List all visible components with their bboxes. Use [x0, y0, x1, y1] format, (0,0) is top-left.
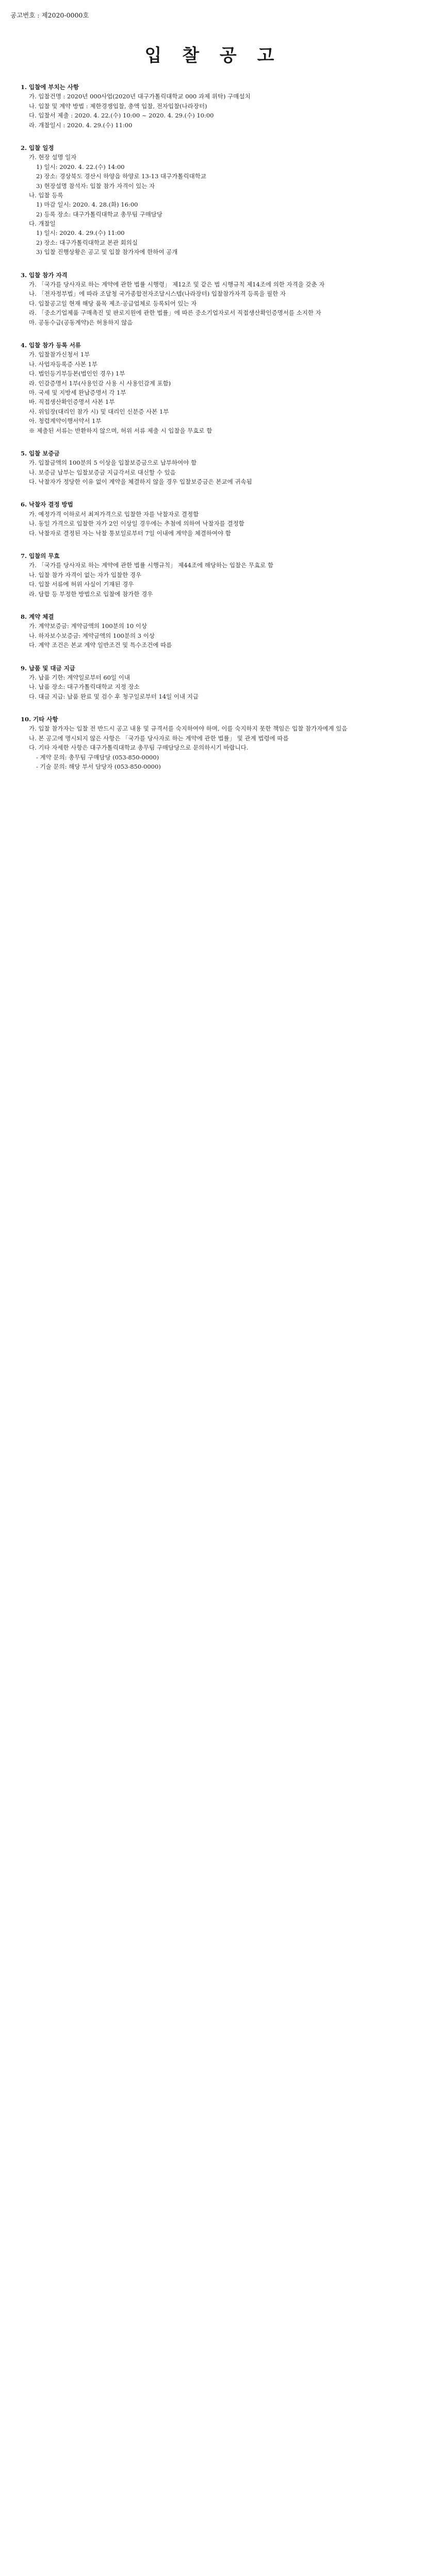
- section: [21, 715, 411, 771]
- section-heading: 6. 낙찰자 결정 방법: [21, 501, 73, 509]
- section: [21, 449, 411, 487]
- section-line: 1) 일시: 2020. 4. 29.(수) 11:00: [36, 229, 125, 237]
- section-line: 나. 납품 장소: 대구가톨릭대학교 지정 장소: [29, 683, 140, 691]
- section-line: 나. 보증금 납부는 입찰보증금 지급각서로 대신할 수 있음: [29, 468, 176, 476]
- section-line: 가. 현장 설명 일자: [29, 154, 77, 161]
- section-line: 가. 계약보증금: 계약금액의 100분의 10 이상: [29, 622, 148, 630]
- section-line: 가. 입찰건명 : 2020년 000사업(2020년 대구가톨릭대학교 000 과제 위탁) 구매설치: [29, 93, 251, 100]
- section-line: 가. 「국가를 당사자로 하는 계약에 관한 법률 시행규칙」 제44조에 해당하는 입찰은 무효로 함: [29, 562, 273, 569]
- section-heading: 9. 납품 및 대금 지급: [21, 664, 75, 672]
- section-heading: 3. 입찰 참가 자격: [21, 271, 68, 279]
- section-line: 라. 인감증명서 1부(사용인감 사용 시 사용인감계 포함): [29, 379, 171, 387]
- section-line: 다. 계약 조건은 본교 계약 일반조건 및 특수조건에 따름: [29, 641, 172, 649]
- section-line: 나. 입찰 등록: [29, 191, 63, 199]
- section-line: - 기술 문의: 해당 부서 담당자 (053-850-0000): [36, 763, 161, 771]
- section: [21, 270, 411, 327]
- notice-number: 공고번호 : 제2020-0000호: [10, 11, 89, 19]
- section-line: 사. 위임장(대리인 참가 시) 및 대리인 신분증 사본 1부: [29, 408, 169, 415]
- section-line: 나. 입찰 참가 자격이 없는 자가 입찰한 경우: [29, 571, 142, 579]
- section-line: 가. 「국가를 당사자로 하는 계약에 관한 법률 시행령」 제12조 및 같은 법 시행규칙 제14조에 의한 자격을 갖춘 자: [29, 281, 325, 289]
- section-line: 다. 입찰 서류에 허위 사실이 기재된 경우: [29, 581, 134, 588]
- section-line: 다. 입찰서 제출 : 2020. 4. 22.(수) 10:00 ~ 2020. 4. 29.(수) 10:00: [29, 112, 214, 120]
- section-line: 1) 마감 일시: 2020. 4. 28.(화) 16:00: [36, 201, 138, 209]
- section-line: 라. 「중소기업제품 구매촉진 및 판로지원에 관한 법률」에 따른 중소기업자로서 직접생산확인증명서를 소지한 자: [29, 309, 321, 317]
- section-line: 마. 국세 및 지방세 완납증명서 각 1부: [29, 388, 126, 396]
- section-line: 가. 입찰금액의 100분의 5 이상을 입찰보증금으로 납부하여야 함: [29, 459, 197, 467]
- section-line: 다. 입찰공고일 현재 해당 품목 제조·공급업체로 등록되어 있는 자: [29, 299, 197, 307]
- section-line: - 계약 문의: 총무팀 구매담당 (053-850-0000): [36, 753, 159, 761]
- section-line: 가. 입찰참가신청서 1부: [29, 351, 90, 359]
- section-line: 라. 담합 등 부정한 방법으로 입찰에 참가한 경우: [29, 590, 153, 598]
- section-line: 다. 낙찰자가 정당한 이유 없이 계약을 체결하지 않을 경우 입찰보증금은 본교에 귀속됨: [29, 478, 252, 486]
- section-heading: 4. 입찰 참가 등록 서류: [21, 341, 81, 349]
- section-line: 나. 동일 가격으로 입찰한 자가 2인 이상일 경우에는 추첨에 의하여 낙찰자를 결정함: [29, 520, 244, 528]
- section-line: 1) 일시: 2020. 4. 22.(수) 14:00: [36, 163, 125, 171]
- section-line: 다. 낙찰자로 결정된 자는 낙찰 통보일로부터 7일 이내에 계약을 체결하여야 함: [29, 529, 231, 537]
- section-line: 2) 장소: 대구가톨릭대학교 본관 회의실: [36, 239, 138, 246]
- section-line: 3) 현장설명 참석자: 입찰 참가 자격이 있는 자: [36, 182, 155, 190]
- document-title: 입 찰 공 고: [144, 45, 282, 66]
- section-line: ※ 제출된 서류는 반환하지 않으며, 허위 서류 제출 시 입찰을 무효로 함: [29, 427, 212, 434]
- section-line: 가. 입찰 참가자는 입찰 전 반드시 공고 내용 및 규격서를 숙지하여야 하며, 이를 숙지하지 못한 책임은 입찰 참가자에게 있음: [29, 725, 348, 733]
- section-heading: 1. 입찰에 부치는 사항: [21, 83, 79, 91]
- section-line: 나. 하자보수보증금: 계약금액의 100분의 3 이상: [29, 632, 155, 639]
- section-line: 나. 입찰 및 계약 방법 : 제한경쟁입찰, 총액 입찰, 전자입찰(나라장터): [29, 102, 207, 110]
- section-line: 다. 대금 지급: 납품 완료 및 검수 후 청구일로부터 14일 이내 지급: [29, 692, 199, 700]
- section-line: 2) 등록 장소: 대구가톨릭대학교 총무팀 구매담당: [36, 210, 163, 218]
- section: [21, 551, 411, 599]
- section: [21, 612, 411, 650]
- section-heading: 10. 기타 사항: [21, 716, 58, 723]
- section-line: 2) 장소: 경상북도 경산시 하양읍 하양로 13-13 대구가톨릭대학교: [36, 173, 206, 180]
- section-line: 아. 청렴계약이행서약서 1부: [29, 417, 102, 425]
- section: [21, 341, 411, 435]
- section-heading: 5. 입찰 보증금: [21, 449, 60, 457]
- section-line: 나. 「전자정부법」에 따라 조달청 국가종합전자조달시스템(나라장터) 입찰참가자격 등록을 필한 자: [29, 290, 286, 298]
- document-body: [21, 82, 411, 771]
- section-line: 라. 개찰일시 : 2020. 4. 29.(수) 11:00: [29, 121, 133, 129]
- section-line: 다. 기타 자세한 사항은 대구가톨릭대학교 총무팀 구매담당으로 문의하시기 바랍니다.: [29, 744, 249, 752]
- section: [21, 500, 411, 538]
- section-line: 나. 본 공고에 명시되지 않은 사항은 「국가를 당사자로 하는 계약에 관한 법률」 및 관계 법령에 따름: [29, 734, 289, 742]
- section-line: 마. 공동수급(공동계약)은 허용하지 않음: [29, 318, 133, 326]
- section-line: 다. 법인등기부등본(법인인 경우) 1부: [29, 370, 125, 378]
- section-heading: 7. 입찰의 무효: [21, 552, 60, 560]
- section-line: 바. 직접생산확인증명서 사본 1부: [29, 398, 115, 406]
- section-line: 다. 개찰일: [29, 220, 56, 228]
- section-heading: 8. 계약 체결: [21, 613, 54, 620]
- section-line: 3) 입찰 진행상황은 공고 및 입찰 참가자에 한하여 공개: [36, 248, 178, 256]
- section: [21, 664, 411, 702]
- section-line: 가. 납품 기한: 계약일로부터 60일 이내: [29, 673, 130, 681]
- section-heading: 2. 입찰 일정: [21, 144, 54, 151]
- section-line: 나. 사업자등록증 사본 1부: [29, 360, 98, 368]
- section: [21, 82, 411, 130]
- section-line: 가. 예정가격 이하로서 최저가격으로 입찰한 자를 낙찰자로 결정함: [29, 510, 199, 518]
- section: [21, 143, 411, 257]
